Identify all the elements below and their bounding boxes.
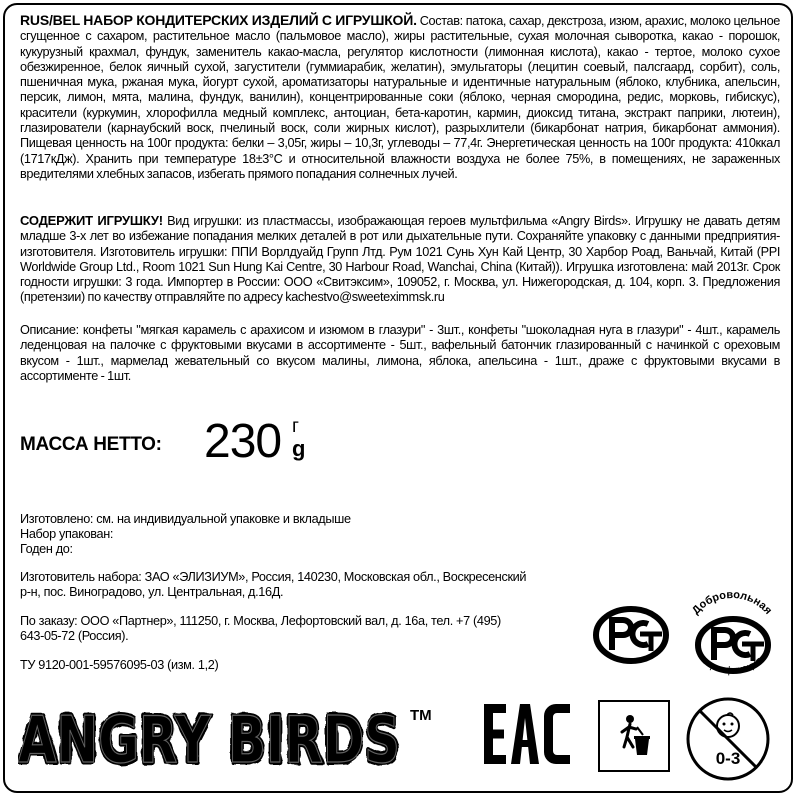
product-title: RUS/BEL НАБОР КОНДИТЕРСКИХ ИЗДЕЛИЙ С ИГРУШКОЙ. [20,12,417,28]
net-mass [20,412,420,472]
composition-block [20,13,780,182]
tu-text: ТУ 9120-001-59576095-03 (изм. 1,2) [20,658,219,672]
eac-mark-icon [484,704,574,771]
packed-text: Набор упакован: [20,527,114,541]
svg-text:Добровольная: Добровольная [689,588,775,617]
order-line-1: По заказу: ООО «Партнер», 111250, г. Москва, Лефортовский вал, д. 16а, тел. +7 (495) [20,614,501,628]
manufacturer-line-1: Изготовитель набора: ЗАО «ЭЛИЗИУМ», Россия, 140230, Московская обл., Воскресенский [20,570,527,584]
net-mass-label: МАССА НЕТТО: [20,434,162,455]
net-mass-unit-ru: г [292,416,299,437]
best-before-text: Годен до: [20,542,73,556]
description-text: Описание: конфеты "мягкая карамель с арахисом и изюмом в глазури" - 3шт., конфеты "шоколадная нуга в глазури" - 4шт., карамель леденцовая на палочке с фруктовыми вкусами в ассортименте - 5шт., вафельный батончик глазированный с начинкой с ореховым вкусом - 1шт., мармелад жевательный со вкусом малины, лимона, яблока, апельсина - 1шт., драже с фруктовыми вкусами в ассортименте - 1шт. [20,323,780,383]
age-restriction-icon [683,694,773,789]
toy-warning-title: СОДЕРЖИТ ИГРУШКУ! [20,213,163,228]
toy-warning-block [20,213,780,306]
net-mass-value: 230 [204,415,282,468]
manufacturer-line-2: р-н, пос. Виноградово, ул. Центральная, д.16Д. [20,585,284,599]
order-line-2: 643-05-72 (Россия). [20,629,129,643]
toy-warning-text: Вид игрушки: из пластмассы, изображающая героев мультфильма «Angry Birds». Игрушку не давать детям младше 3-х лет во избежание попадания мелких деталей в рот или дыхательные пути. Сохраняйте упаковку с данными предприятия-изготовителя. Изготовитель игрушки: ППИ Ворлдуайд Групп Лтд. Рум 1021 Сунь Хун Кай Центр, 30 Харбор Роад, Ваньчай, Китай (PPI Worldwide Group Ltd., Room 1021 Sun Hung Kai Centre, 30 Harbour Road, Wanchai, China (Китай)). Игрушка изготовлена: май 2013г. Срок годности игрушки: 3 года. Импортер в России: ООО «Свитэксим», 109052, г. Москва, ул. Нижегородская, д. 104, корп. 3. Предложения (претензии) по качеству отправляйте по адресу kachestvo@sweeteximmsk.ru [20,214,780,305]
angry-birds-logo [18,680,438,780]
net-mass-unit-en: g [292,436,306,461]
pst-certification-icon [590,604,672,671]
voluntary-certification-icon [680,588,784,693]
svg-text:сертификация: сертификация [699,655,765,677]
manufactured-text: Изготовлено: см. на индивидуальной упаковке и вкладыше [20,512,351,526]
trademark-mark: TM [410,707,432,724]
recycle-bin-icon [597,699,671,778]
brand-logo-text: ANGRY BIRDS [18,704,400,778]
composition-text: Состав: патока, сахар, декстроза, изюм, арахис, молоко цельное сгущенное с сахаром, растительное масло (пальмовое масло), жиры растительные, сухая молочная сыворотка, какао - порошок, кукурузный крахмал, фундук, заменитель какао-масла, регулятор кислотности (лимонная кислота), какао - тертое, молоко сухое обезжиренное, белок яичный сухой, загустители (гуммиарабик, желатин), эмульгаторы (лецитин соевый, палсгаард, сорбит), соль, пшеничная мука, ржаная мука, йогурт сухой, ароматизаторы натуральные и идентичные натуральным (яблоко, клубника, апельсин, персик, лимон, мята, малина, фундук, ванилин), концентрированные соки (яблоко, черная смородина, редис, морковь, гибискус), красители (куркумин, хлорофилла медный комплекс, антоциан, бета-каротин, кармин, диоксид титана, экстракт паприки, лютеин), глазирователи (карнаубский воск, пчелиный воск, соли жирных кислот), разрыхлители (бикарбонат натрия, бикарбонат аммония). Пищевая ценность на 100г продукта: белки – 3,05г, жиры – 10,3г, углеводы – 77,4г. Энергетическая ценность на 100г продукта: 410ккал (1717кДж). Хранить при температуре 18±3°С и относительной влажности воздуха не более 75%, в помещениях, не зараженных вредителями хлебных запасов, избегать прямого попадания солнечных лучей. [20,14,780,181]
brand-logo-highlight: ANGRY BIRDS [18,704,400,778]
age-label: 0-3 [715,749,741,768]
